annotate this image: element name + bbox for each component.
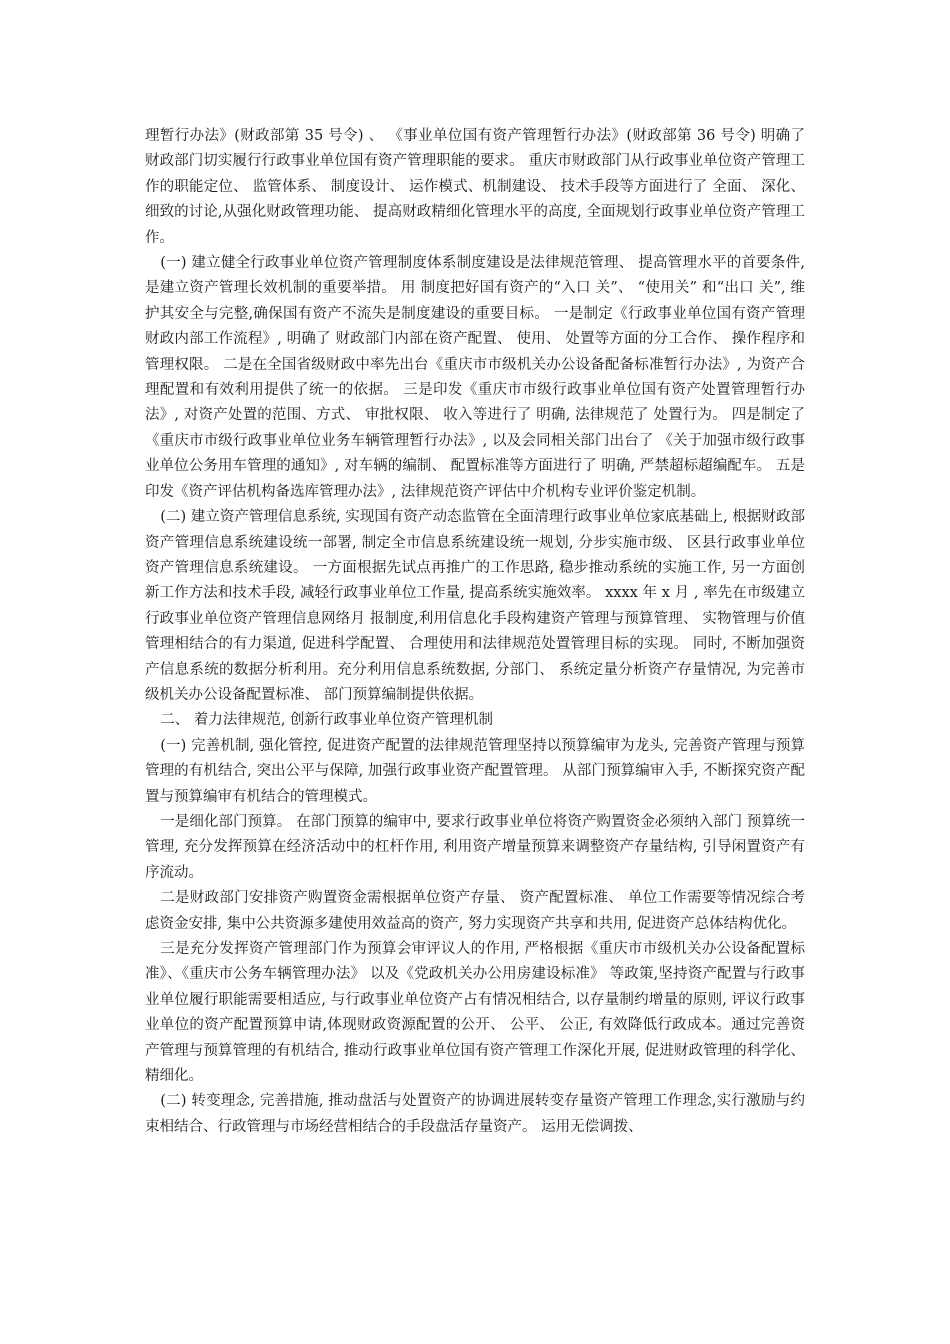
paragraph-continuation: 理暂行办法》(财政部第 35 号令) 、 《事业单位国有资产管理暂行办法》(财政部第 36 号令) 明确了 财政部门切实履行行政事业单位国有资产管理职能的要求。 重庆市财政部门从行政事业单位资产管理工作的职能定位、 监管体系、 制度设计、 运作模式、机制建设、 技术手段等方面进行了 全面、 深化、 细致的讨论,从强化财政管理功能、 提高财政精细化管理水平的高度, 全面规划行政事业单位资产管理工作。	[145, 128, 805, 246]
paragraph-concept-change: (二) 转变理念, 完善措施, 推动盘活与处置资产的协调进展转变存量资产管理工作理念,实行激励与约束相结合、行政管理与市场经营相结合的手段盘活存量资产。 运用无偿调拨、	[145, 1093, 805, 1135]
document-body	[145, 124, 805, 1140]
paragraph-mechanism: (一) 完善机制, 强化管控, 促进资产配置的法律规范管理坚持以预算编审为龙头, 完善资产管理与预算管理的有机结合, 突出公平与保障, 加强行政事业资产配置管理。 从部门预算编审入手, 不断探究资产配置与预算编审有机结合的管理模式。	[145, 737, 805, 805]
paragraph-point-one: 一是细化部门预算。 在部门预算的编审中, 要求行政事业单位将资产购置资金必须纳入部门 预算统一管理, 充分发挥预算在经济活动中的杠杆作用, 利用资产增量预算来调整资产存量结构, 引导闲置资产有序流动。	[145, 813, 805, 881]
paragraph-point-two: 二是财政部门安排资产购置资金需根据单位资产存量、 资产配置标准、 单位工作需要等情况综合考虑资金安排, 集中公共资源多建使用效益高的资产, 努力实现资产共享和共用, 促进资产总体结构优化。	[145, 890, 805, 932]
paragraph-point-three: 三是充分发挥资产管理部门作为预算会审评议人的作用, 严格根据《重庆市市级机关办公设备配置标准》、《重庆市公务车辆管理办法》 以及《党政机关办公用房建设标准》 等政策,坚持资产配置与行政事业单位履行职能需要相适应, 与行政事业单位资产占有情况相结合, 以存量制约增量的原则, 评议行政事业单位的资产配置预算申请,体现财政资源配置的公开、 公平、 公正, 有效降低行政成本。通过完善资产管理与预算管理的有机结合, 推动行政事业单位国有资产管理工作深化开展, 促进财政管理的科学化、 精细化。	[145, 941, 805, 1085]
paragraph-institution-system: (一) 建立健全行政事业单位资产管理制度体系制度建设是法律规范管理、 提高管理水平的首要条件, 是建立资产管理长效机制的重要举措。 用 制度把好国有资产的“入口 关”、 “使用关” 和“出口 关”, 维护其安全与完整,确保国有资产不流失是制度建设的重要目标。 一是制定《行政事业单位国有资产管理财政内部工作流程》, 明确了 财政部门内部在资产配置、 使用、 处置等方面的分工合作、 操作程序和管理权限。 二是在全国省级财政中率先出台《重庆市市级机关办公设备配备标准暂行办法》, 为资产合理配置和有效利用提供了统一的依据。 三是印发《重庆市市级行政事业单位国有资产处置管理暂行办法》, 对资产处置的范围、方式、 审批权限、 收入等进行了 明确, 法律规范了 处置行为。 四是制定了《重庆市市级行政事业单位业务车辆管理暂行办法》, 以及会同相关部门出台了 《关于加强市级行政事业单位公务用车管理的通知》, 对车辆的编制、 配置标准等方面进行了 明确, 严禁超标超编配车。 五是印发《资产评估机构备选库管理办法》, 法律规范资产评估中介机构专业评价鉴定机制。	[145, 255, 805, 500]
section-heading-two: 二、 着力法律规范, 创新行政事业单位资产管理机制	[160, 712, 494, 729]
paragraph-information-system: (二) 建立资产管理信息系统, 实现国有资产动态监管在全面清理行政事业单位家底基础上, 根据财政部资产管理信息系统建设统一部署, 制定全市信息系统建设统一规划, 分步实施市级、 区县行政事业单位资产管理信息系统建设。 一方面根据先试点再推广的工作思路, 稳步推动系统的实施工作, 另一方面创新工作方法和技术手段, 减轻行政事业单位工作量, 提高系统实施效率。 xxxx 年 x 月 , 率先在市级建立行政事业单位资产管理信息网络月 报制度,利用信息化手段构建资产管理与预算管理、 实物管理与价值管理相结合的有力渠道, 促进科学配置、 合理使用和法律规范处置管理目标的实现。 同时, 不断加强资产信息系统的数据分析利用。充分利用信息系统数据, 分部门、 系统定量分析资产存量情况, 为完善市级机关办公设备配置标准、 部门预算编制提供依据。	[145, 509, 805, 703]
